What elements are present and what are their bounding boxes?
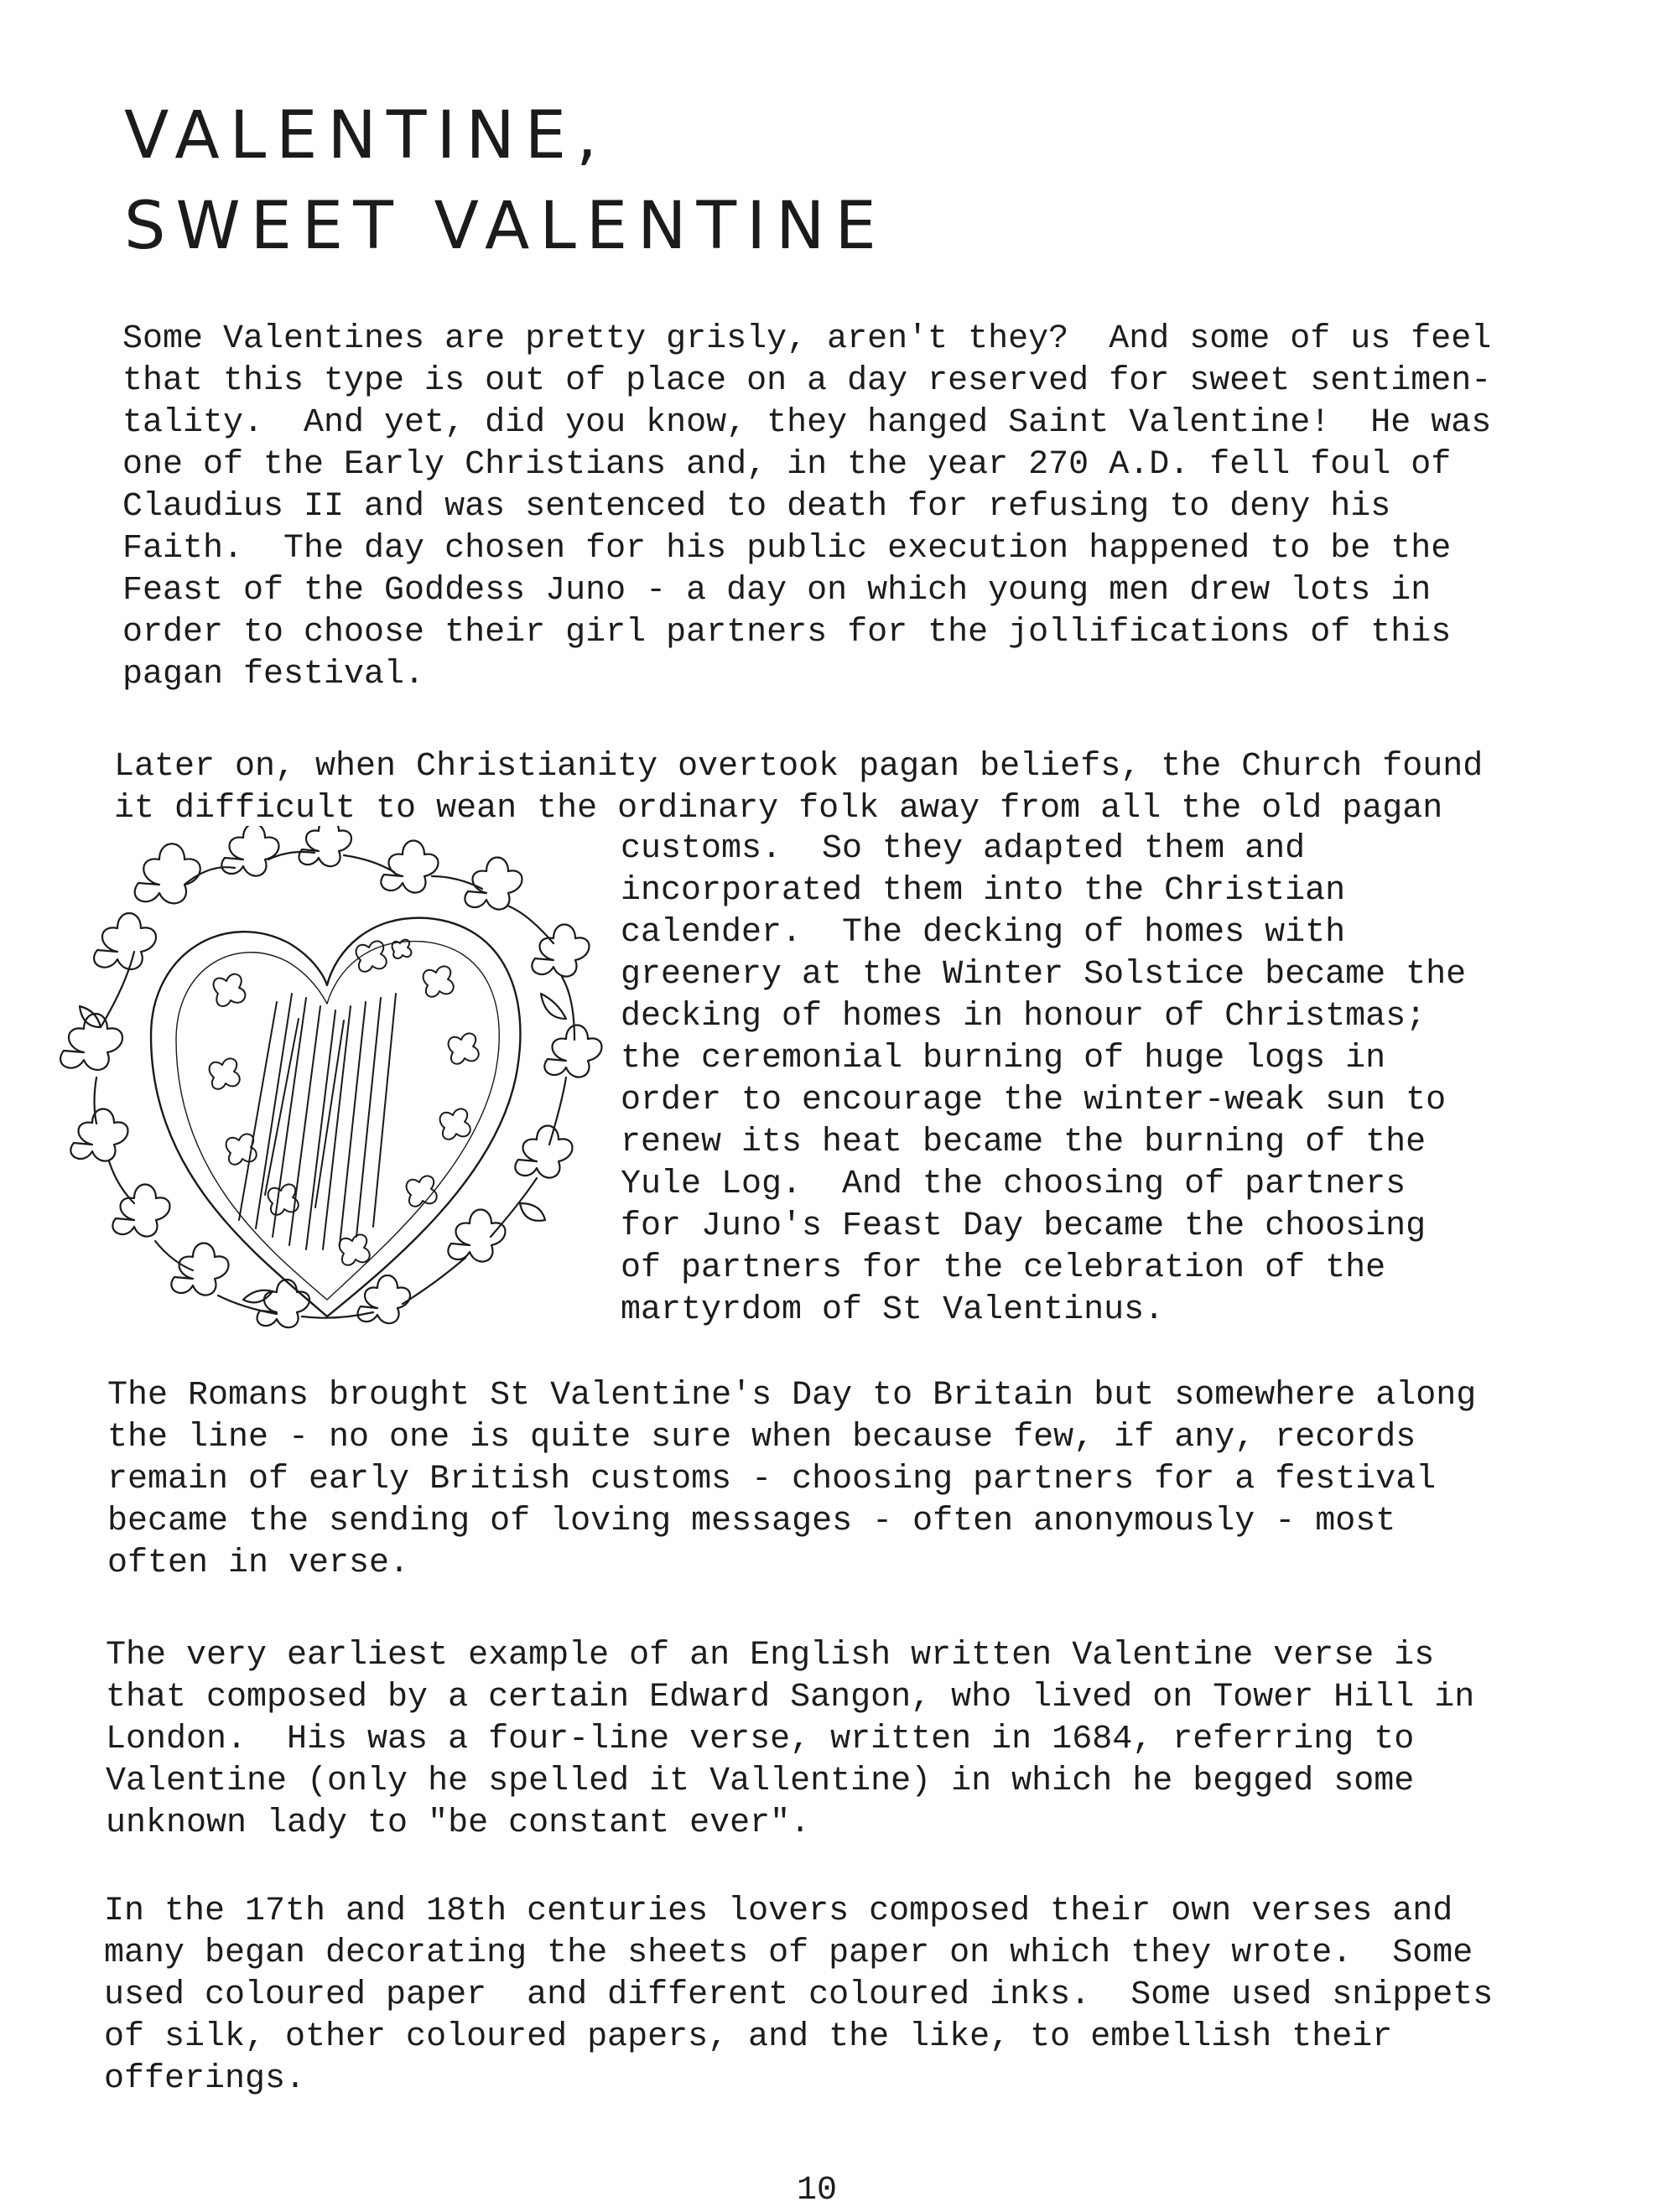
text-line: Valentine (only he spelled it Vallentine) in which he begged some bbox=[106, 1763, 1415, 1800]
text-line: Faith. The day chosen for his public execution happened to be the bbox=[122, 530, 1452, 568]
text-line: that composed by a certain Edward Sangon, who lived on Tower Hill in bbox=[106, 1679, 1475, 1716]
text-line: order to choose their girl partners for the jollifications of this bbox=[122, 614, 1452, 652]
text-line: Some Valentines are pretty grisly, aren't they? And some of us feel bbox=[122, 320, 1492, 358]
text-line: the ceremonial burning of huge logs in bbox=[621, 1040, 1386, 1077]
text-line: Feast of the Goddess Juno - a day on which young men drew lots in bbox=[122, 572, 1432, 610]
paragraph-17th-18th-centuries bbox=[104, 1891, 1493, 2100]
text-line: remain of early British customs - choosing partners for a festival bbox=[107, 1461, 1437, 1498]
paragraph-christianity-intro bbox=[114, 746, 1483, 830]
text-line: pagan festival. bbox=[122, 656, 425, 693]
text-line: The very earliest example of an English written Valentine verse is bbox=[106, 1637, 1435, 1675]
text-line: of partners for the celebration of the bbox=[621, 1249, 1386, 1287]
paragraph-earliest-verse bbox=[106, 1635, 1474, 1845]
text-line: unknown lady to "be constant ever". bbox=[106, 1804, 811, 1842]
title-line-2: SWEET VALENTINE bbox=[124, 189, 886, 264]
text-line: one of the Early Christians and, in the year 270 A.D. fell foul of bbox=[122, 446, 1452, 484]
text-line: customs. So they adapted them and bbox=[621, 830, 1306, 868]
paragraph-saint-valentine bbox=[122, 319, 1491, 696]
text-line: In the 17th and 18th centuries lovers composed their own verses and bbox=[104, 1893, 1453, 1930]
text-line: tality. And yet, did you know, they hanged Saint Valentine! He was bbox=[122, 404, 1492, 442]
text-line: The Romans brought St Valentine's Day to Britain but somewhere along bbox=[107, 1377, 1477, 1415]
text-line: order to encourage the winter-weak sun to bbox=[621, 1082, 1447, 1119]
text-line: Claudius II and was sentenced to death for refusing to deny his bbox=[122, 488, 1391, 526]
title-line-1: VALENTINE, bbox=[124, 98, 607, 174]
text-line: Yule Log. And the choosing of partners bbox=[621, 1166, 1406, 1203]
text-line: often in verse. bbox=[107, 1545, 410, 1582]
text-line: the line - no one is quite sure when because few, if any, records bbox=[107, 1419, 1416, 1456]
text-line: decking of homes in honour of Christmas; bbox=[621, 998, 1427, 1036]
page-number: 10 bbox=[797, 2172, 838, 2209]
heart-with-flower-wreath-icon bbox=[50, 826, 604, 1346]
text-line: it difficult to wean the ordinary folk away from all the old pagan bbox=[114, 790, 1443, 828]
paragraph-christianity-wrapped bbox=[621, 828, 1466, 1332]
text-line: martyrdom of St Valentinus. bbox=[621, 1291, 1165, 1329]
text-line: renew its heat became the burning of the bbox=[621, 1124, 1427, 1161]
paragraph-romans-britain bbox=[107, 1375, 1476, 1585]
text-line: Later on, when Christianity overtook pagan beliefs, the Church found bbox=[114, 748, 1484, 786]
text-line: offerings. bbox=[104, 2060, 306, 2098]
text-line: many began decorating the sheets of paper on which they wrote. Some bbox=[104, 1934, 1473, 1972]
text-line: used coloured paper and different coloured inks. Some used snippets bbox=[104, 1976, 1494, 2014]
text-line: for Juno's Feast Day became the choosing bbox=[621, 1207, 1427, 1245]
text-line: incorporated them into the Christian bbox=[621, 872, 1346, 910]
text-line: greenery at the Winter Solstice became the bbox=[621, 956, 1467, 994]
page-title bbox=[124, 91, 886, 272]
text-line: calender. The decking of homes with bbox=[621, 914, 1346, 952]
text-line: of silk, other coloured papers, and the like, to embellish their bbox=[104, 2018, 1393, 2056]
text-line: that this type is out of place on a day reserved for sweet sentimen- bbox=[122, 362, 1492, 400]
text-line: became the sending of loving messages - often anonymously - most bbox=[107, 1503, 1396, 1540]
text-line: London. His was a four-line verse, written in 1684, referring to bbox=[106, 1721, 1415, 1758]
